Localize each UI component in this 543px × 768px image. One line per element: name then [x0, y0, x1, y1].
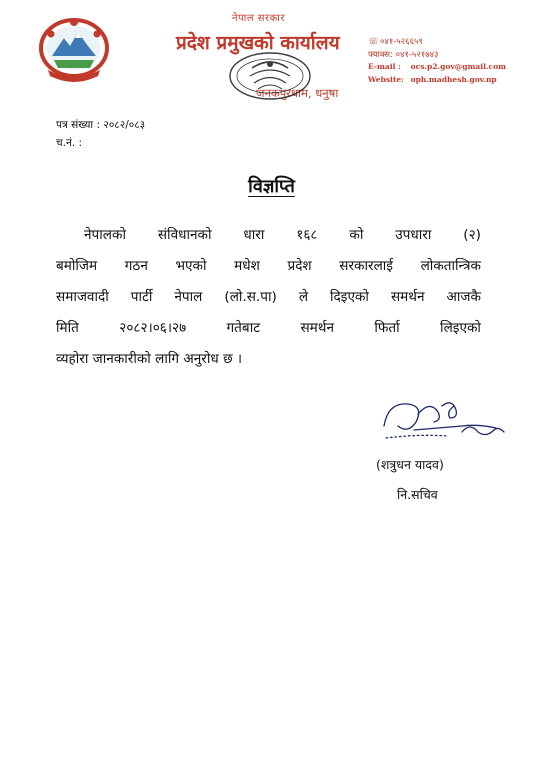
word: मिति: [56, 320, 79, 336]
website-label: Website:: [368, 74, 404, 84]
word: ले: [298, 289, 309, 305]
word: उपधारा: [395, 227, 432, 243]
body-line: [56, 282, 481, 313]
word: व्यहोरा जानकारीको लागि अनुरोध छ ।: [56, 351, 243, 367]
word: संविधानको: [157, 227, 212, 243]
word: समर्थन: [300, 320, 335, 336]
word: मधेश: [234, 258, 260, 274]
word: १६८: [296, 227, 318, 243]
phone-number: ०४१-५२६६५९: [380, 37, 423, 47]
email-address: ocs.p2.gov@gmail.com: [410, 62, 507, 71]
word: लिइएको: [440, 320, 481, 336]
reference-block: [56, 116, 145, 152]
word: समर्थन: [390, 289, 425, 305]
word: पार्टी: [130, 289, 153, 305]
website-address: oph.madhesh.gov.np: [410, 74, 497, 84]
word: बमोजिम: [56, 258, 98, 274]
office-seal-stamp: [226, 50, 314, 102]
word: को: [349, 227, 364, 243]
letter-number-label: पत्र संख्या :: [56, 119, 101, 131]
body-line: [56, 344, 481, 375]
body-line: [56, 313, 481, 344]
word: फिर्ता: [374, 320, 400, 336]
government-name: नेपाल सरकार: [232, 13, 285, 24]
word: लोकतान्त्रिक: [420, 258, 481, 274]
body-line: [56, 220, 481, 251]
fax-label: फ्याक्स:: [368, 49, 393, 60]
word: धारा: [243, 227, 265, 243]
word: नेपालको: [84, 227, 126, 243]
word: गठन: [124, 258, 148, 274]
phone-icon: ☏: [368, 37, 379, 47]
word: भएको: [175, 258, 207, 274]
email-label: E-mail :: [368, 62, 401, 71]
dispatch-number-label: च.नं. :: [56, 137, 83, 149]
word: नेपाल: [174, 289, 203, 305]
signatory-designation: नि.सचिव: [397, 487, 438, 502]
fax-number: ०४१-५२१७४३: [395, 49, 439, 60]
word: दिइएको: [330, 289, 369, 305]
body-line: [56, 251, 481, 282]
word: २०८२।०६।२७: [119, 320, 187, 336]
nepal-emblem-icon: [38, 12, 110, 82]
word: सरकारलाई: [339, 258, 393, 274]
word: समाजवादी: [56, 289, 109, 305]
office-address: जनकपुरधाम, धनुषा: [256, 86, 339, 100]
word: आजकै: [446, 289, 481, 305]
notice-body: [56, 220, 481, 375]
office-title: प्रदेश प्रमुखको कार्यालय: [176, 32, 340, 54]
notice-title: विज्ञप्ति: [248, 176, 295, 197]
contact-block: [368, 36, 506, 86]
word: (लो.स.पा): [224, 289, 277, 305]
word: (२): [463, 227, 481, 243]
word: प्रदेश: [287, 258, 312, 274]
notice-title-wrap: [0, 174, 543, 198]
handwritten-signature: [378, 392, 512, 452]
letter-number: २०८२/०८३: [103, 119, 146, 131]
signatory-name: (शत्रुधन यादव): [376, 457, 444, 472]
word: गतेबाट: [226, 320, 261, 336]
